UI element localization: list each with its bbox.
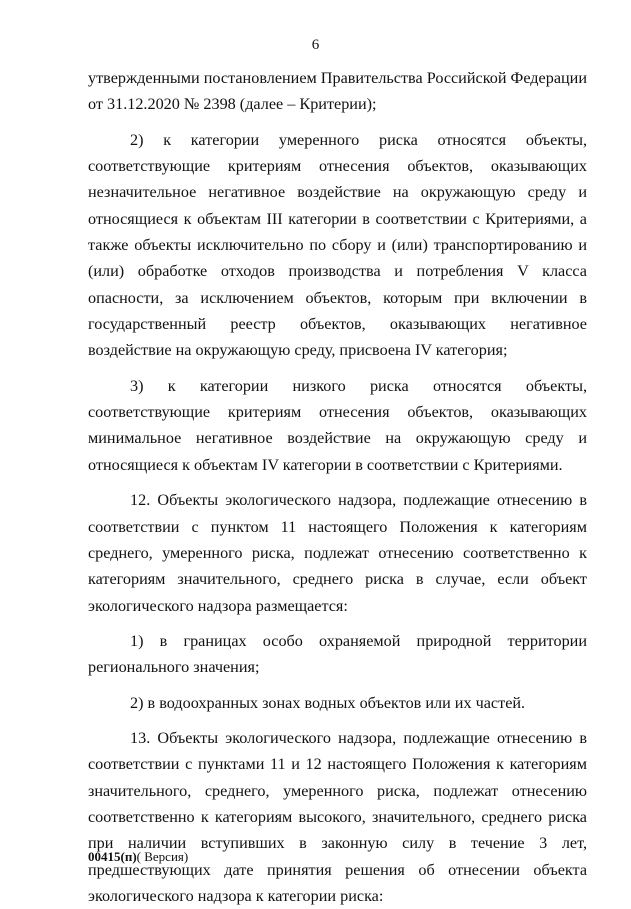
paragraph-clause-13: 13. Объекты экологического надзора, подлежащие отнесению в соответствии с пунктами 11 и 12 настоящего Положения к категориям значительного, среднего, умеренного риска, подлежат отнесению соответственно к категориям высокого, значительного, среднего риска при наличии вступивших в законную силу в течение 3 лет, предшествующих дате принятия решения об отнесении объекта экологического надзора к категории риска: [88, 728, 587, 905]
paragraph-clause-12: 12. Объекты экологического надзора, подлежащие отнесению в соответствии с пунктом 11 настоящего Положения к категориям среднего, умеренного риска, подлежат отнесению соответственно к категориям значительного, среднего риска в случае, если объект экологического надзора размещается: [88, 491, 587, 615]
paragraph-water-protection-zones: 2) в водоохранных зонах водных объектов или их частей. [130, 693, 526, 712]
page-number: 6 [311, 37, 320, 53]
paragraph-protected-territory: 1) в границах особо охраняемой природной территории регионального значения; [88, 631, 587, 677]
document-footer [88, 849, 188, 865]
document-body [88, 65, 587, 909]
document-code: 00415(п) [88, 849, 137, 864]
version-label: ( Версия) [136, 849, 189, 864]
paragraph-moderate-risk: 2) к категории умеренного риска относятся объекты, соответствующие критериям отнесения объектов, оказывающих незначительное негативное воздействие на окружающую среду и относящиеся к объектам III категории в соответствии с Критериями, а также объекты исключительно по сбору и (или) транспортированию и (или) обработке отходов производства и потребления V класса опасности, за исключением объектов, которым при включении в государственный реестр объектов, оказывающих негативное воздействие на окружающую среду, присвоена IV категория; [88, 130, 587, 360]
paragraph-continuation: утвержденными постановлением Правительства Российской Федерации от 31.12.2020 № 2398 (далее – Критерии); [88, 69, 587, 114]
paragraph-low-risk: 3) к категории низкого риска относятся объекты, соответствующие критериям отнесения объектов, оказывающих минимальное негативное воздействие на окружающую среду и относящиеся к объектам IV категории в соответствии с Критериями. [88, 376, 587, 474]
